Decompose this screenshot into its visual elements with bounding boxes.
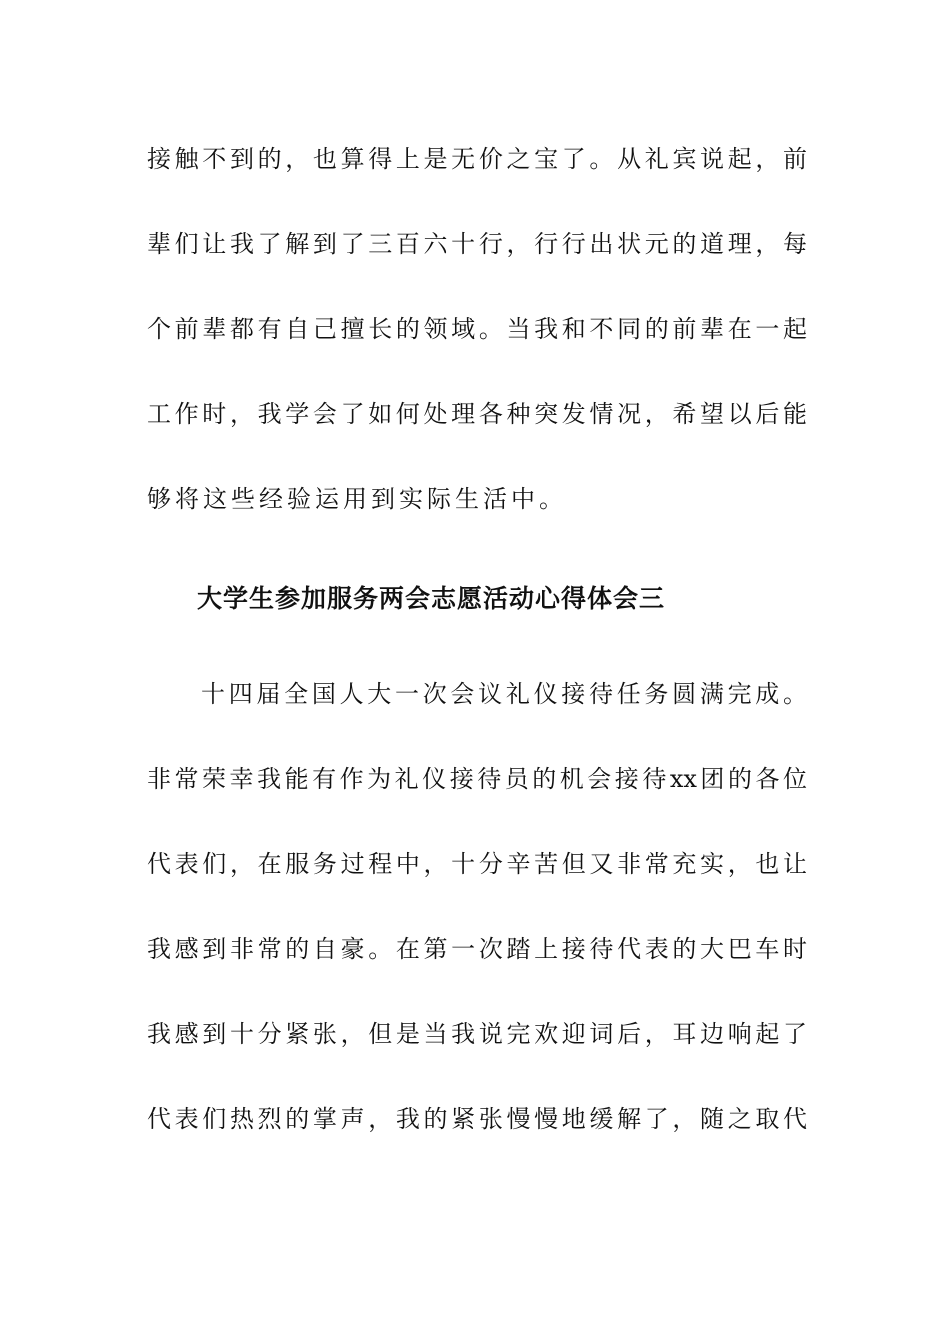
paragraph-line: 够将这些经验运用到实际生活中。 bbox=[147, 485, 567, 513]
paragraph-line: 工作时，我学会了如何处理各种突发情况，希望以后能 bbox=[147, 400, 807, 428]
paragraph-line: 代表们热烈的掌声，我的紧张慢慢地缓解了，随之取代 bbox=[147, 1105, 807, 1133]
section-heading: 大学生参加服务两会志愿活动心得体会三 bbox=[197, 584, 666, 613]
paragraph-line: 我感到非常的自豪。在第一次踏上接待代表的大巴车时 bbox=[147, 935, 807, 963]
paragraph-line: 接触不到的，也算得上是无价之宝了。从礼宾说起，前 bbox=[147, 145, 807, 173]
paragraph-line: 辈们让我了解到了三百六十行，行行出状元的道理，每 bbox=[147, 230, 807, 258]
paragraph-line: 非常荣幸我能有作为礼仪接待员的机会接待xx团的各位 bbox=[147, 765, 807, 793]
paragraph-line: 个前辈都有自己擅长的领域。当我和不同的前辈在一起 bbox=[147, 315, 807, 343]
paragraph-line: 十四届全国人大一次会议礼仪接待任务圆满完成。 bbox=[201, 680, 807, 708]
paragraph-line: 我感到十分紧张，但是当我说完欢迎词后，耳边响起了 bbox=[147, 1020, 807, 1048]
paragraph-line: 代表们，在服务过程中，十分辛苦但又非常充实，也让 bbox=[147, 850, 807, 878]
